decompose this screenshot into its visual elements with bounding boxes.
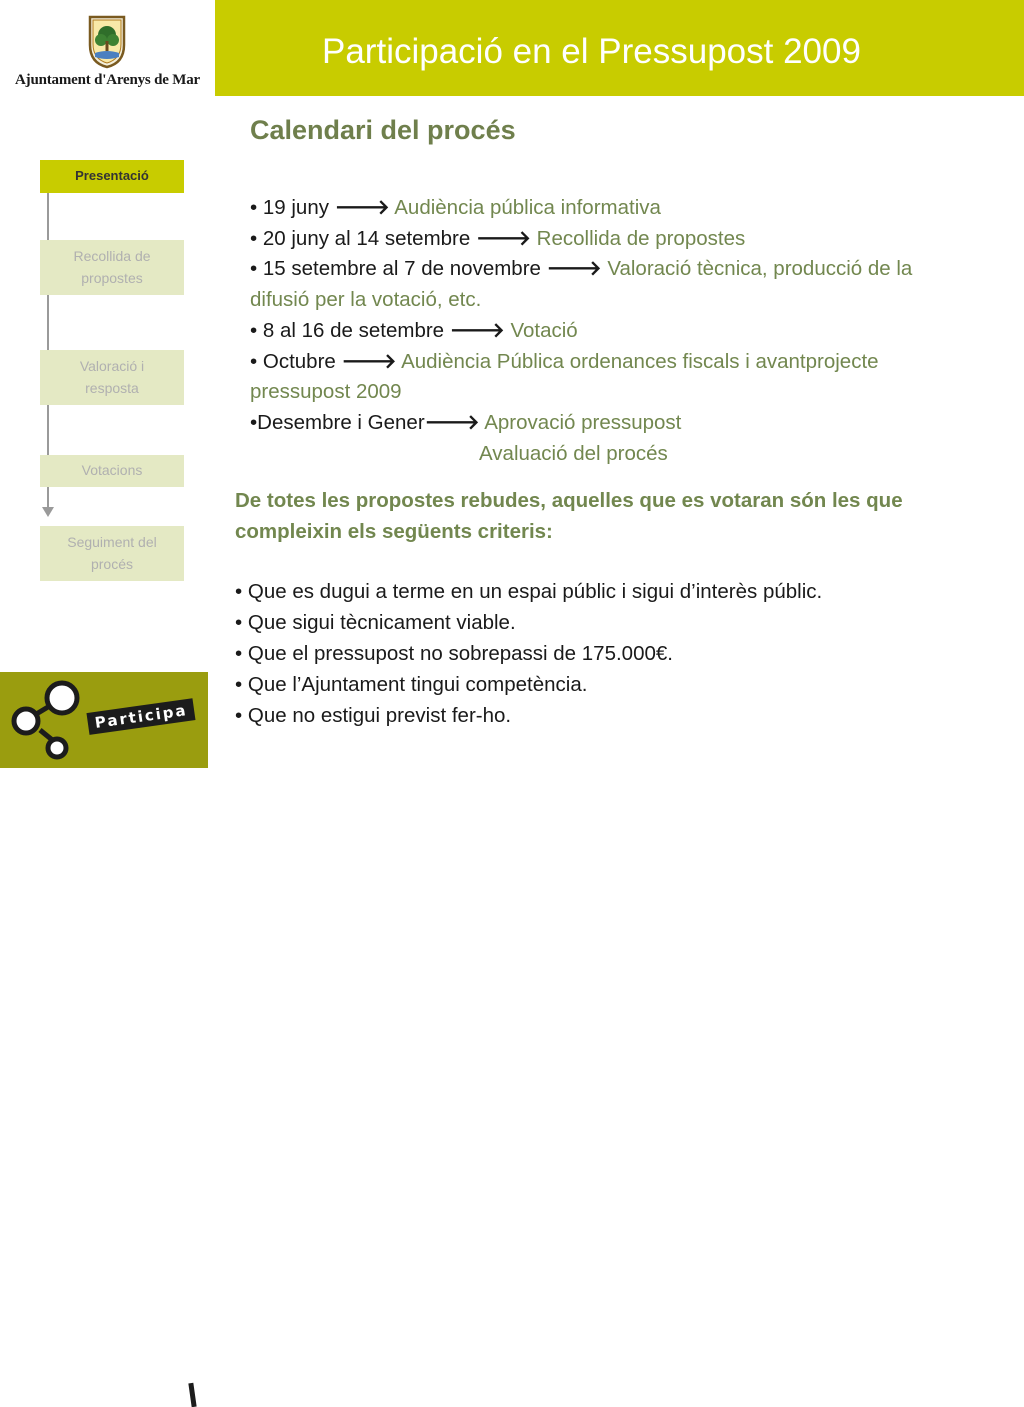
schedule-date: • Octubre [250, 349, 342, 373]
sidebar-item-seguiment[interactable]: Seguiment del procés [40, 526, 184, 581]
schedule-item [250, 224, 990, 255]
section-title: Calendari del procés [250, 115, 516, 145]
participa-label: Participa [86, 698, 195, 735]
arrow-right-icon: 🡒 [546, 257, 602, 281]
schedule-activity: Audiència pública informativa [394, 196, 661, 219]
schedule-activity: Recollida de propostes [536, 226, 746, 250]
schedule-date: • 20 juny al 14 setembre [250, 226, 476, 250]
schedule-item-continued [250, 377, 990, 408]
schedule-activity-continued: difusió per la votació, etc. [250, 288, 482, 312]
schedule-activity: Valoració tècnica, producció de la [607, 257, 913, 281]
criteria-item: • Que el pressupost no sobrepassi de 175.000€. [235, 642, 673, 665]
schedule-date: •Desembre i Gener [250, 410, 425, 434]
schedule-item-continued [250, 439, 990, 470]
arrow-right-icon: 🡒 [424, 410, 480, 434]
schedule-item [250, 408, 990, 439]
criteria-intro: De totes les propostes rebudes, aquelles que es votaran són les que compleixin els següents criteris: [235, 489, 903, 543]
coat-of-arms-icon [86, 13, 128, 69]
criteria-item: • Que es dugui a terme en un espai públic i sigui d’interès públic. [235, 580, 823, 603]
criteria-item: • Que sigui tècnicament viable. [235, 611, 516, 634]
schedule-activity-extra: Avaluació del procés [479, 441, 668, 465]
schedule-item [250, 316, 990, 347]
arrow-right-icon: 🡒 [334, 196, 390, 219]
schedule-activity-continued: pressupost 2009 [250, 380, 402, 404]
sidebar-item-valoracio[interactable]: Valoració i resposta [40, 350, 184, 405]
schedule-activity: Audiència Pública ordenances fiscals i avantprojecte [401, 349, 879, 373]
sidebar-item-recollida[interactable]: Recollida de propostes [40, 240, 184, 295]
organization-name: Ajuntament d'Arenys de Mar [15, 72, 200, 88]
logo-area [0, 0, 215, 96]
schedule-activity: Votació [510, 318, 578, 342]
criteria-item: • Que no estigui previst fer-ho. [235, 704, 512, 727]
schedule-date: • 15 setembre al 7 de novembre [250, 257, 547, 281]
schedule-item [250, 193, 990, 224]
arrow-right-icon: 🡒 [475, 226, 531, 250]
criteria-item: • Que l’Ajuntament tingui competència. [235, 673, 588, 696]
schedule-date: • 19 juny [250, 196, 335, 219]
schedule-list [250, 193, 990, 469]
sidebar-item-presentacio[interactable]: Presentació [40, 160, 184, 193]
arrow-right-icon: 🡒 [449, 318, 505, 342]
arrow-right-icon: 🡒 [341, 349, 397, 373]
page-title: Participació en el Pressupost 2009 [322, 32, 861, 71]
title-bar [215, 0, 1024, 96]
sidebar-item-votacions[interactable]: Votacions [40, 455, 184, 487]
schedule-activity: Aprovació pressupost [484, 410, 682, 434]
schedule-item [250, 347, 990, 378]
timeline-arrow-icon [42, 507, 54, 517]
schedule-item-continued [250, 285, 990, 316]
criteria-list [235, 576, 995, 731]
schedule-date: • 8 al 16 de setembre [250, 318, 450, 342]
exclamation-mark [188, 1383, 196, 1407]
schedule-item [250, 254, 990, 285]
